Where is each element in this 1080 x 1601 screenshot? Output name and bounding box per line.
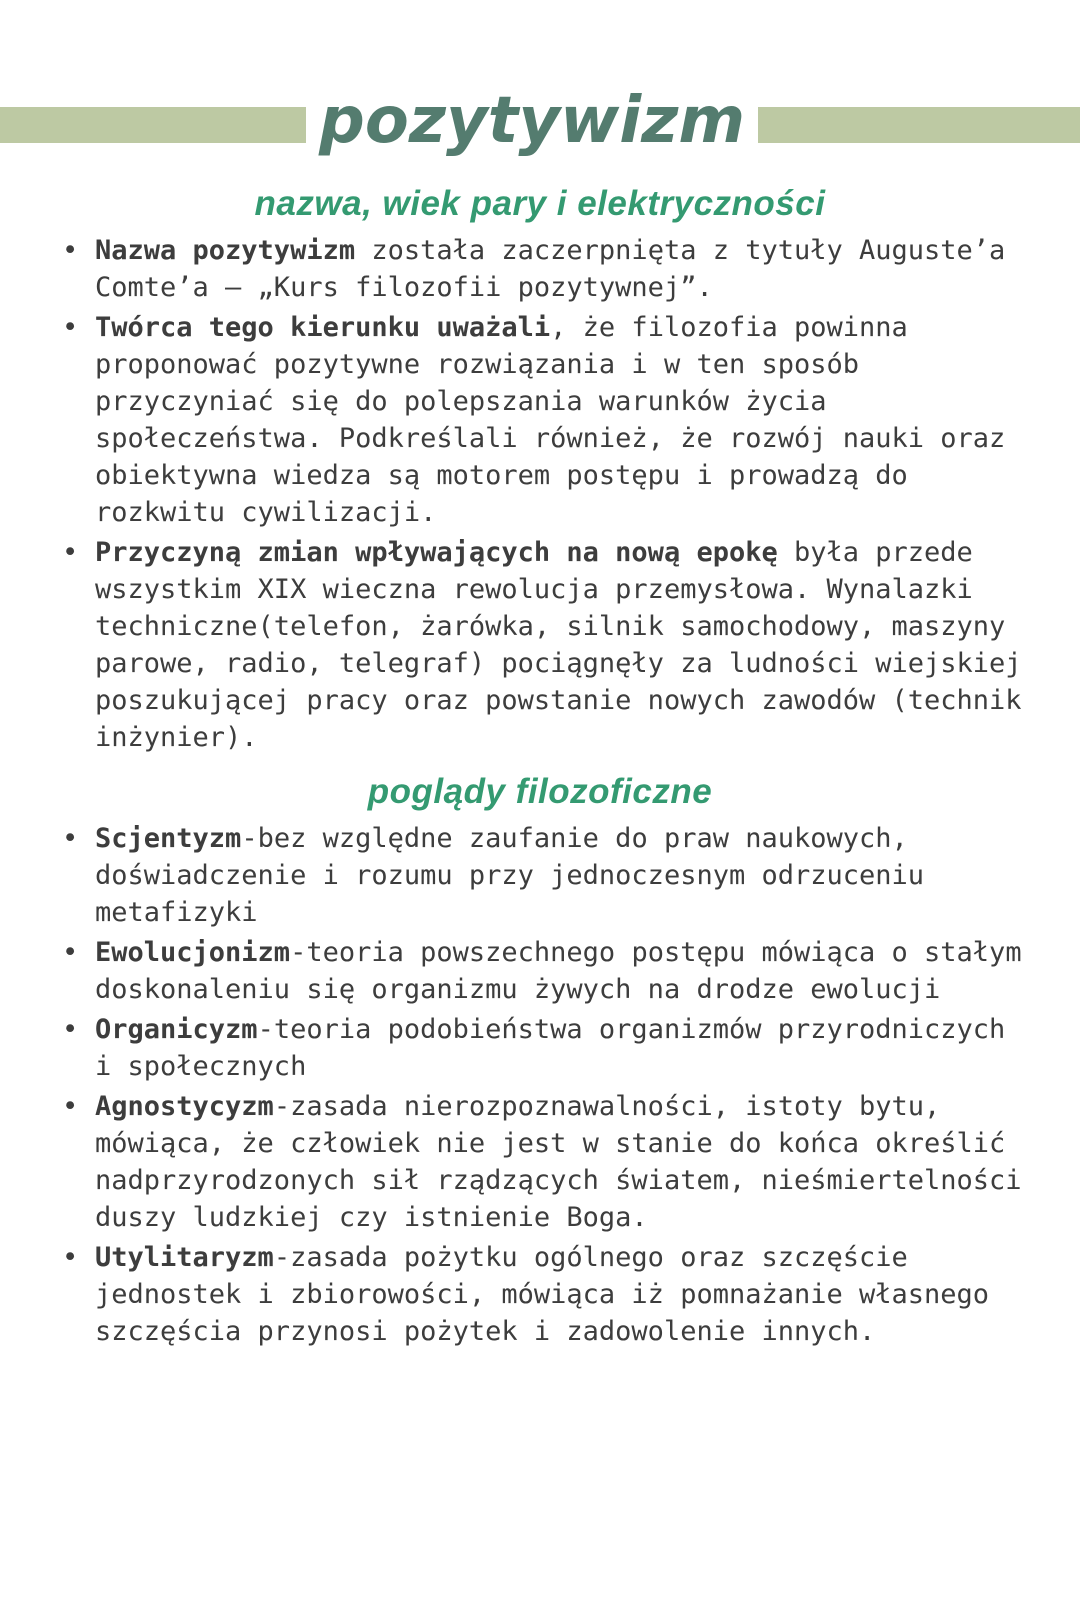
bullet-text: -zasada pożytku ogólnego oraz szczęście jednostek i zbiorowości, mówiąca iż pomnażanie własnego szczęścia przynosi pożytek i zadowolenie innych. <box>95 1242 990 1347</box>
bullet-term: Nazwa pozytywizm <box>95 235 356 266</box>
bullet-text: -teoria powszechnego postępu mówiąca o stałym doskonaleniu się organizmu żywych na drodze ewolucji <box>95 937 1022 1005</box>
bullet-content <box>95 232 1031 306</box>
bullet-term: Przyczyną zmian wpływających na nową epokę <box>95 537 778 568</box>
bullet-content <box>95 820 1031 931</box>
bullet-marker: • <box>62 937 79 968</box>
bullet-term: Ewolucjonizm <box>95 937 291 968</box>
bullet-marker: • <box>62 1242 79 1273</box>
bullet-marker: • <box>62 537 79 568</box>
list-item <box>62 1239 1036 1350</box>
bullet-content <box>95 1239 1031 1350</box>
bullet-text: była przede wszystkim XIX wieczna rewolucja przemysłowa. Wynalazki techniczne(telefon, żarówka, silnik samochodowy, maszyny parowe, radio, telegraf) pociągnęły za ludności wiejskiej poszukującej pracy oraz powstanie nowych zawodów (technik inżynier). <box>95 537 1022 753</box>
sections <box>0 182 1080 1350</box>
bullet-term: Utylitaryzm <box>95 1242 274 1273</box>
bullet-text: -teoria podobieństwa organizmów przyrodniczych i społecznych <box>95 1014 1006 1082</box>
list-item <box>62 1088 1036 1236</box>
bullet-content <box>95 1088 1031 1236</box>
bullet-content <box>95 309 1031 531</box>
list-item <box>62 232 1036 306</box>
bullet-marker: • <box>62 1091 79 1122</box>
bullet-term: Scjentyzm <box>95 823 242 854</box>
bullet-list <box>0 232 1080 756</box>
bullet-list <box>0 820 1080 1350</box>
bullet-marker: • <box>62 1014 79 1045</box>
bullet-marker: • <box>62 312 79 343</box>
bullet-marker: • <box>62 823 79 854</box>
list-item <box>62 534 1036 756</box>
bullet-text: została zaczerpnięta z tytuły Auguste’a Comte’a – „Kurs filozofii pozytywnej”. <box>95 235 1006 303</box>
bullet-term: Organicyzm <box>95 1014 258 1045</box>
bullet-text: -zasada nierozpoznawalności, istoty bytu, mówiąca, że człowiek nie jest w stanie do końca określić nadprzyrodzonych sił rządzących światem, nieśmiertelności duszy ludzkiej czy istnienie Boga. <box>95 1091 1022 1233</box>
section-heading: poglądy filozoficzne <box>367 772 713 811</box>
title-banner-left <box>0 107 306 143</box>
bullet-text: , że filozofia powinna proponować pozytywne rozwiązania i w ten sposób przyczyniać się do polepszania warunków życia społeczeństwa. Podkreślali również, że rozwój nauki oraz obiektywna wiedza są motorem postępu i prowadzą do rozkwitu cywilizacji. <box>95 312 1006 528</box>
list-item <box>62 1011 1036 1085</box>
section-heading: nazwa, wiek pary i elektryczności <box>254 184 826 223</box>
bullet-content <box>95 534 1031 756</box>
bullet-content <box>95 934 1031 1008</box>
list-item <box>62 820 1036 931</box>
bullet-text: -bez względne zaufanie do praw naukowych, doświadczenie i rozumu przy jednoczesnym odrzuceniu metafizyki <box>95 823 925 928</box>
title-banner-right <box>758 107 1080 143</box>
page-header <box>0 74 1080 168</box>
bullet-term: Agnostycyzm <box>95 1091 274 1122</box>
bullet-marker: • <box>62 235 79 266</box>
list-item <box>62 309 1036 531</box>
bullet-term: Twórca tego kierunku uważali <box>95 312 551 343</box>
list-item <box>62 934 1036 1008</box>
bullet-content <box>95 1011 1031 1085</box>
page-title: pozytywizm <box>319 84 746 158</box>
document-page <box>0 74 1080 1601</box>
